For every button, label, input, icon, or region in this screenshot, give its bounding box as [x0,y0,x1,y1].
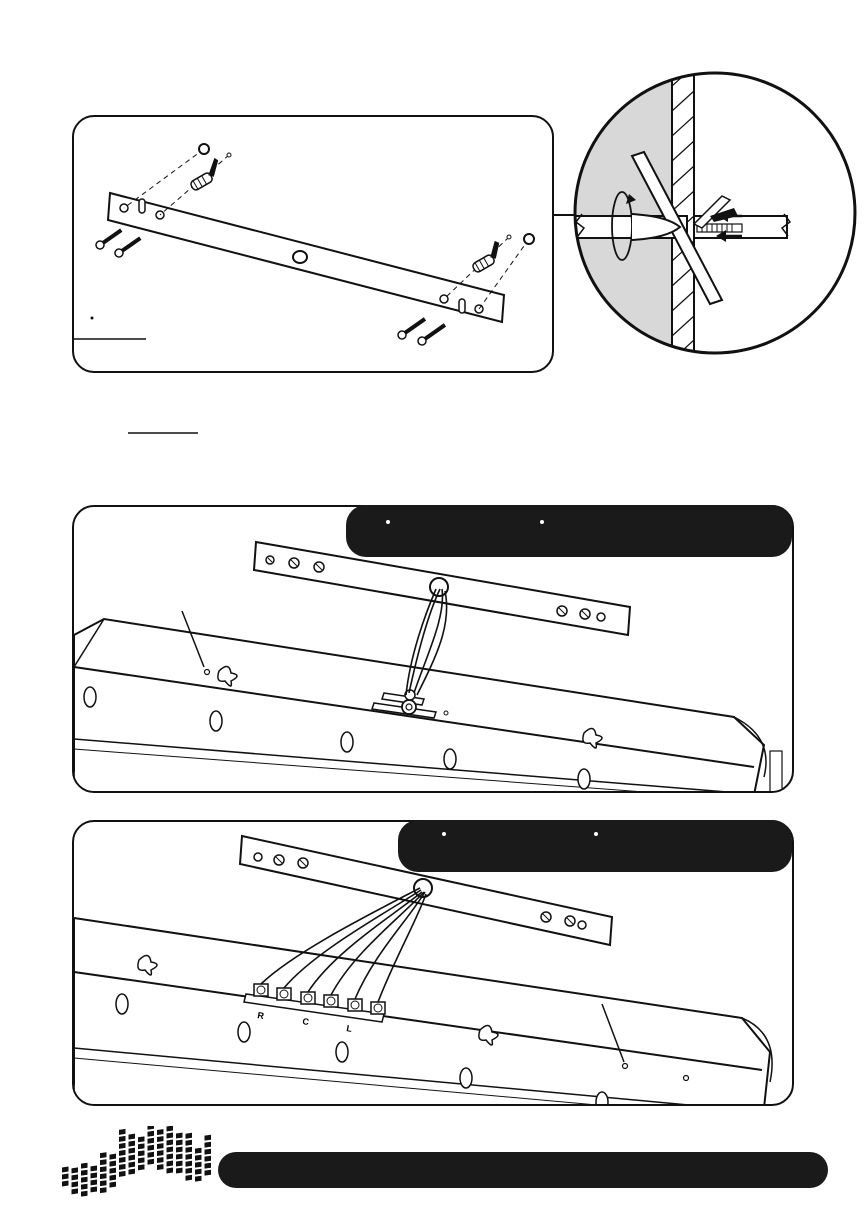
wall-mount-diagram-panel [72,115,554,373]
panel-1-banner [346,505,792,557]
screw-icon [416,322,447,347]
bracket-slot-right [459,299,465,313]
washer-icon [524,234,534,244]
binding-post [254,984,268,996]
screw-icon [94,227,123,251]
caption-underline [128,430,200,436]
toggle-anchor-icon [185,157,226,191]
screw-icon [578,921,586,929]
binding-post [277,988,291,1000]
wall-bracket-drawing [74,117,554,373]
washer-icon [199,144,209,154]
cabinet-hole [205,670,210,675]
speaker-cabinet [74,918,770,1106]
footer-bar [218,1152,828,1188]
terminal-label-r: R [256,1010,265,1022]
screw-icon [254,853,262,861]
screw-icon [289,558,299,568]
screw-icon [274,855,284,865]
panel-2-banner [398,820,792,872]
anchor-detail-zoom [572,66,860,360]
screw-icon [266,556,274,564]
equalizer-wave-logo-icon [58,1126,218,1204]
terminal-label-l: L [345,1023,353,1034]
bracket-slot-left [139,199,145,213]
screw-icon [314,562,324,572]
binding-post [348,999,362,1011]
binding-post [371,1002,385,1014]
cabinet-hole [623,1064,628,1069]
binding-post [324,995,338,1007]
screw-icon [557,606,567,616]
screw-icon [298,858,308,868]
screw-icon [541,912,551,922]
screw-icon [597,613,605,621]
terminal-label-c: C [301,1016,310,1028]
bracket-center-hole [293,251,307,263]
screw-icon [565,916,575,926]
screw-icon [580,609,590,619]
binding-post [301,992,315,1004]
screw-icon [113,235,142,259]
